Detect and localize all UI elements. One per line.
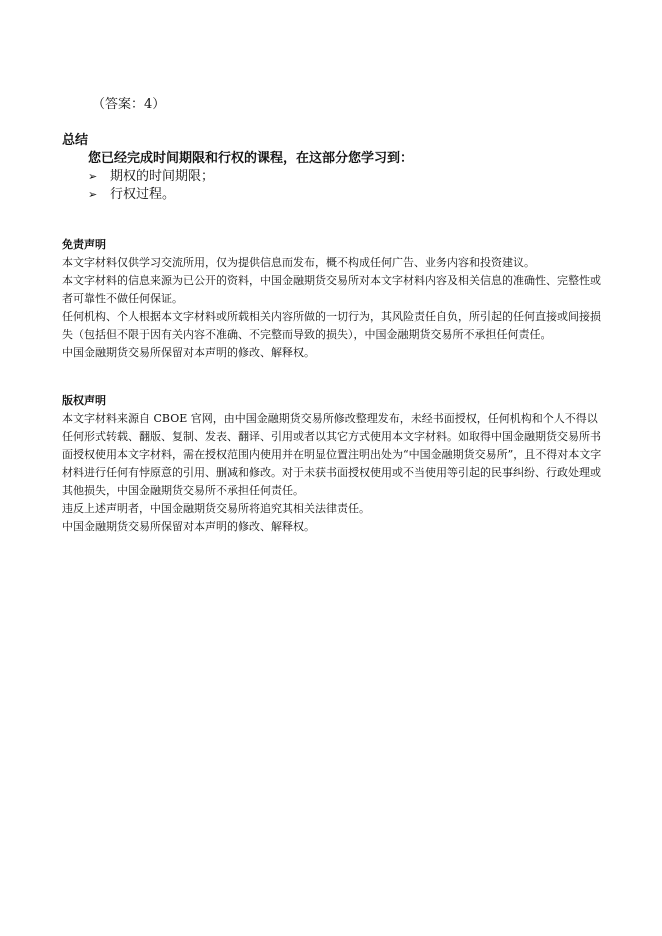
list-item [88,186,214,204]
summary-lead: 您已经完成时间期限和行权的课程，在这部分您学习到： [88,151,414,166]
copyright-paragraph: 中国金融期货交易所保留对本声明的修改、解释权。 [62,520,315,533]
disclaimer-paragraph: 中国金融期货交易所保留对本声明的修改、解释权。 [62,346,315,359]
answer-text: （答案：4） [92,97,166,112]
arrow-bullet-icon: ➢ [88,170,98,183]
bullet-text: 行权过程。 [110,187,176,202]
disclaimer-paragraph: 任何机构、个人根据本文字材料或所载相关内容所做的一切行为，其风险责任自负，所引起的任何直接或间接损失（包括但不限于因有关内容不准确、不完整而导致的损失），中国金融期货交易所不承担任何责任。 [62,310,601,341]
copyright-paragraph: 违反上述声明者，中国金融期货交易所将追究其相关法律责任。 [62,502,370,515]
disclaimer-heading: 免责声明 [62,238,106,251]
bullet-text: 期权的时间期限； [110,169,215,184]
summary-heading: 总结 [62,133,89,148]
disclaimer-section [62,236,602,362]
list-item [88,168,214,186]
copyright-heading: 版权声明 [62,394,106,407]
copyright-section [62,392,602,536]
copyright-paragraph: 本文字材料来源自 CBOE 官网，由中国金融期货交易所修改整理发布，未经书面授权，任何机构和个人不得以任何形式转载、翻版、复制、发表、翻译、引用或者以其它方式使用本文字材料。如取得中国金融期货交易所书面授权使用本文字材料，需在授权范围内使用并在明显位置注明出处为“中国金融期货交易所”，且不得对本文字材料进行任何有悖原意的引用、删减和修改。对于未获书面授权使用或不当使用等引起的民事纠纷、行政处理或其他损失，中国金融期货交易所不承担任何责任。 [62,412,602,497]
disclaimer-paragraph: 本文字材料的信息来源为已公开的资料，中国金融期货交易所对本文字材料内容及相关信息的准确性、完整性或者可靠性不做任何保证。 [62,274,601,305]
arrow-bullet-icon: ➢ [88,188,98,201]
summary-bullet-list [88,168,214,204]
disclaimer-paragraph: 本文字材料仅供学习交流所用，仅为提供信息而发布，概不构成任何广告、业务内容和投资建议。 [62,256,535,269]
